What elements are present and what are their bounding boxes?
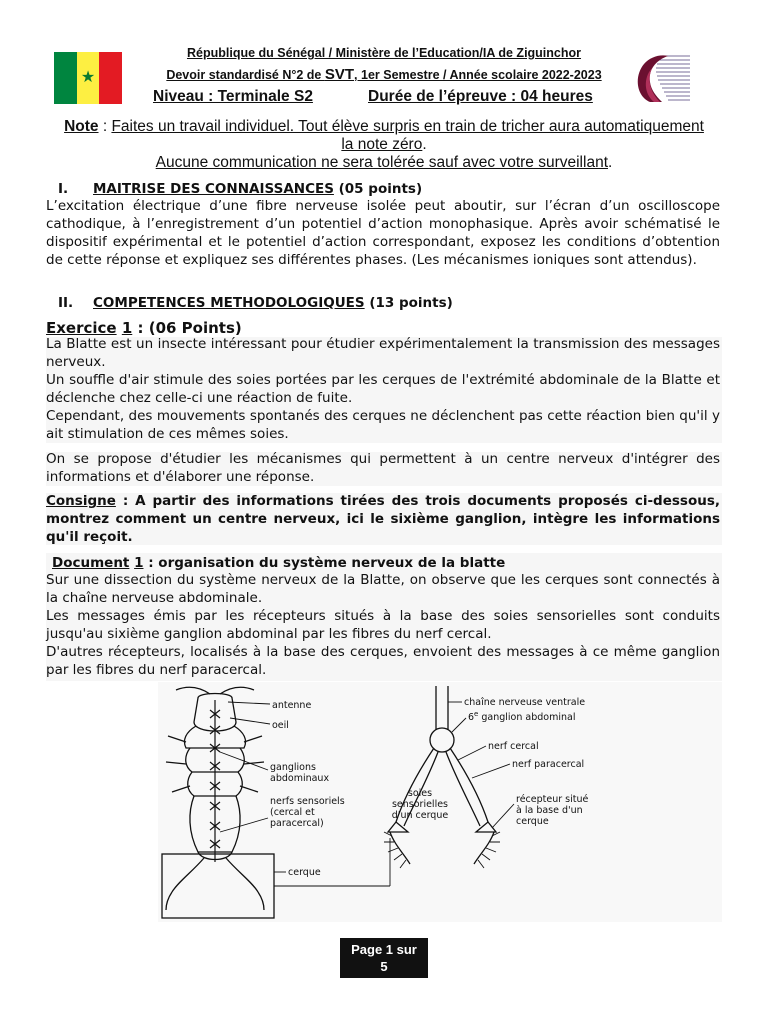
document1-number: 1 — [134, 555, 144, 571]
exercise-p4: On se propose d'étudier les mécanismes qui permettent à un centre nerveux d'intégrer des informations et d'élaborer une réponse. — [46, 451, 720, 485]
label-nerfs-1: nerfs sensoriels — [270, 796, 345, 807]
note-label: Note — [64, 118, 99, 135]
exercise-label: Exercice — [46, 319, 117, 337]
label-nerfs-2: (cercal et — [270, 807, 315, 818]
document1-p3: D'autres récepteurs, localisés à la base des cerques, envoient des messages à ce même ganglion par les fibres du nerf paracercal. — [46, 644, 720, 678]
section2-heading — [58, 295, 453, 311]
label-soies-3: d'un cerque — [391, 810, 449, 821]
note-text2: Aucune communication ne sera tolérée sauf avec votre surveillant — [155, 154, 608, 171]
exercise-p2: Un souffle d'air stimule des soies portées par les cerques de l'extrémité abdominale de la Blatte et déclenche chez celle-ci une réaction de fuite. — [46, 372, 720, 406]
label-nerf-paracercal: nerf paracercal — [512, 759, 585, 770]
document1-label: Document — [52, 555, 130, 571]
republic-line: République du Sénégal / Ministère de l’Education/IA de Ziguinchor — [186, 46, 582, 60]
label-ganglion-num: 6 — [468, 712, 475, 723]
label-recepteur-1: récepteur situé — [516, 794, 589, 805]
section1-text: L’excitation électrique d’une fibre nerveuse isolée peut aboutir, sur l’écran d’un oscilloscope cathodique, à l’enregistrement d’un potentiel d’action monophasique. Après avoir schématisé le dispositif expérimental et le potentiel d’action correspondant, exposez les conditions d’obtention de cette réponse et expliquez ses différentes phases. (Les mécanismes ioniques sont attendus). — [46, 198, 720, 268]
exam-level: Niveau : Terminale S2 — [153, 88, 313, 105]
exam-duration: Durée de l’épreuve : 04 heures — [368, 88, 593, 105]
label-ganglions-2: abdominaux — [270, 773, 330, 784]
label-nerf-cercal: nerf cercal — [488, 741, 539, 752]
label-oeil: oeil — [272, 720, 289, 731]
note-end1: . — [422, 136, 427, 153]
document1-p2: Les messages émis par les récepteurs situés à la base des soies sensorielles sont conduits jusqu'au sixième ganglion abdominal par les fibres du nerf cercal. — [46, 608, 720, 642]
head-profile-icon — [630, 52, 692, 104]
label-recepteur-2: à la base d'un — [516, 805, 583, 816]
note-line1 — [60, 118, 708, 154]
note-separator: : — [98, 118, 112, 135]
label-recepteur-3: cerque — [516, 816, 549, 827]
label-chaine: chaîne nerveuse ventrale — [464, 697, 586, 708]
document1-heading — [52, 554, 726, 572]
exercise-p1: La Blatte est un insecte intéressant pour étudier expérimentalement la transmission des messages nerveux. — [46, 336, 720, 370]
label-ganglion-sup: e — [474, 710, 479, 718]
section1-heading — [58, 181, 422, 197]
page-indicator-line1: Page 1 sur — [351, 942, 417, 957]
note-end2: . — [608, 154, 613, 171]
section2-points: (13 points) — [364, 295, 453, 311]
consigne-text: : A partir des informations tirées des trois documents proposés ci-dessous, montrez comment un centre nerveux, ici le sixième ganglion, intègre les informations qu'il reçoit. — [46, 493, 720, 545]
label-ganglions-1: ganglions — [270, 762, 316, 773]
exam-subject: SVT — [324, 66, 355, 83]
section2-number: II. — [58, 295, 74, 311]
label-cerque: cerque — [288, 867, 321, 878]
senegal-flag — [54, 52, 122, 104]
label-ganglion — [468, 710, 575, 723]
consigne — [46, 492, 720, 546]
exercise-p3: Cependant, des mouvements spontanés des cerques ne déclenchent pas cette réaction bien qu'il y ait stimulation de ces mêmes soies. — [46, 408, 720, 442]
document1-title: : organisation du système nerveux de la blatte — [143, 555, 506, 571]
exam-title — [140, 66, 628, 83]
label-soies-1: soies — [407, 788, 433, 799]
label-ganglion-text: ganglion abdominal — [478, 712, 576, 723]
exam-prefix: Devoir standardisé N°2 de — [166, 68, 325, 82]
document1-p1: Sur une dissection du système nerveux de la Blatte, on observe que les cerques sont connectés à la chaîne nerveuse abdominale. — [46, 572, 720, 606]
page-indicator — [340, 938, 428, 978]
label-antenne: antenne — [272, 700, 312, 711]
cockroach-nervous-system-figure — [158, 682, 722, 922]
section1-number: I. — [58, 181, 69, 197]
label-soies-2: sensorielles — [391, 799, 449, 810]
exam-suffix: , 1er Semestre / Année scolaire 2022-2023 — [354, 68, 602, 82]
exercise-points: : (06 Points) — [132, 319, 242, 337]
instructions-note — [60, 118, 708, 172]
star-icon: ★ — [80, 67, 96, 86]
section1-title: MAITRISE DES CONNAISSANCES — [93, 181, 334, 197]
exercise-number: 1 — [121, 319, 133, 337]
section1-points: (05 points) — [333, 181, 423, 197]
consigne-label: Consigne — [46, 493, 116, 509]
page-indicator-line2: 5 — [380, 959, 388, 974]
note-line2 — [60, 154, 708, 172]
note-text1: Faites un travail individuel. Tout élève surpris en train de tricher aura automatiquement la note zéro — [111, 118, 704, 153]
label-nerfs-3: paracercal) — [270, 818, 324, 829]
section2-title: COMPETENCES METHODOLOGIQUES — [93, 295, 365, 311]
